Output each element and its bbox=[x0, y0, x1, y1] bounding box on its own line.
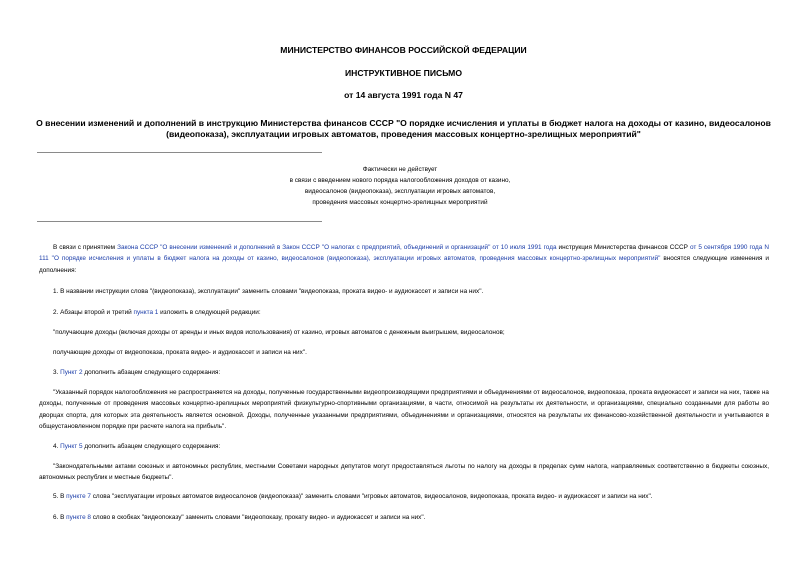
item-4-link[interactable]: Пункт 5 bbox=[60, 443, 83, 450]
issuing-authority: МИНИСТЕРСТВО ФИНАНСОВ РОССИЙСКОЙ ФЕДЕРАЦИИ bbox=[280, 45, 527, 55]
document-date: от 14 августа 1991 года N 47 bbox=[344, 90, 463, 100]
item-2-link[interactable]: пункта 1 bbox=[133, 309, 159, 316]
status-note-line-1: Фактически не действует bbox=[362, 166, 438, 173]
item-2: 2. Абзацы второй и третий пункта 1 изложить в следующей редакции: bbox=[53, 309, 261, 316]
item-5-link[interactable]: пункте 7 bbox=[66, 493, 91, 500]
item-3: 3. Пункт 2 дополнить абзацем следующего содержания: bbox=[53, 369, 221, 376]
item-5: 5. В пункте 7 слова "эксплуатации игровых автоматов видеосалонов (видеопоказа)" заменить словами "игровых автоматов, видеосалонов, видеопоказа, проката видео- и аудиокассет и записи на них". bbox=[53, 493, 653, 500]
item-4-quote: "Законодательными актами союзных и автономных республик, местными Советами народных депутатов могут предоставляться льготы по налогу на доходы в пределах сумм налога, направляемых соответственно в бюджеты союзных, автономных республик и местные бюджеты". bbox=[39, 463, 769, 482]
item-2-quote-2: получающие доходы от видеопоказа, проката видео- и аудиокассет и записи на них". bbox=[53, 349, 307, 356]
divider-bottom bbox=[37, 221, 322, 222]
divider-top bbox=[37, 152, 322, 153]
item-4: 4. Пункт 5 дополнить абзацем следующего содержания: bbox=[53, 443, 221, 450]
instruction-link[interactable]: от 5 сентября 1990 года N 111 "О порядке исчисления и уплаты в бюджет налога на доходы от казино, видеосалонов (видеопоказа), эксплуатации игровых автоматов, проведения массовых концертно-зрелищных мероприятий" bbox=[39, 244, 769, 263]
intro-paragraph: В связи с принятием Закона СССР "О внесении изменений и дополнений в Закон СССР "О налогах с предприятий, объединений и организаций" от 10 июля 1991 года инструкция Министерства финансов СССР от 5 сентября 1990 года N 111 "О порядке исчисления и уплаты в бюджет налога на доходы от казино, видеосалонов (видеопоказа), эксплуатации игровых автоматов, проведения массовых концертно-зрелищных мероприятий" вносятся следующие изменения и дополнения: bbox=[39, 244, 769, 274]
item-3-link[interactable]: Пункт 2 bbox=[60, 369, 83, 376]
status-note-line-4: проведения массовых концертно-зрелищных мероприятий bbox=[312, 199, 488, 206]
document-title: О внесении изменений и дополнений в инструкцию Министерства финансов СССР "О порядке исчисления и уплаты в бюджет налога на доходы от казино, видеосалонов (видеопоказа), эксплуатации игровых автоматов, проведения массовых концертно-зрелищных мероприятий" bbox=[36, 118, 771, 139]
item-1: 1. В названии инструкции слова "(видеопоказа), эксплуатации" заменить словами "видеопоказа, проката видео- и аудиокассет и записи на них". bbox=[53, 288, 484, 295]
item-6-link[interactable]: пункте 8 bbox=[66, 514, 91, 521]
law-link[interactable]: Закона СССР "О внесении изменений и дополнений в Закон СССР "О налогах с предприятий, объединений и организаций" от 10 июля 1991 года bbox=[117, 244, 557, 251]
document-type: ИНСТРУКТИВНОЕ ПИСЬМО bbox=[344, 68, 463, 78]
item-6: 6. В пункте 8 слово в скобках "видеопоказу" заменить словами "видеопоказу, прокату видео- и аудиокассет и записи на них". bbox=[53, 514, 426, 521]
status-note-line-3: видеосалонов (видеопоказа), эксплуатации игровых автоматов, bbox=[304, 188, 496, 195]
item-3-quote: "Указанный порядок налогообложения не распространяется на доходы, полученные государственными видеопроизводящими предприятиями и объединениями от видеосалонов, видеопоказа, проката видеокассет и записи на них, также на доходы, полученные от проведения массовых концертно-зрелищных мероприятий физкультурно-спортивными организациями, в части, относимой на результаты их деятельности, и организациями, специально созданными для работы во дворцах спорта, для которых эта деятельность является основной. Доходы, полученные указанными предприятиями, объединениями и организациями, относятся на результаты их финансово-хозяйственной деятельности и учитываются в общеустановленном порядке при расчете налога на прибыль". bbox=[39, 389, 769, 430]
item-2-quote-1: "получающие доходы (включая доходы от аренды и иных видов использования) от казино, игровых автоматов с денежным выигрышем, видеосалонов; bbox=[53, 329, 505, 336]
status-note-line-2: в связи с введением нового порядка налогообложения доходов от казино, bbox=[289, 177, 511, 184]
